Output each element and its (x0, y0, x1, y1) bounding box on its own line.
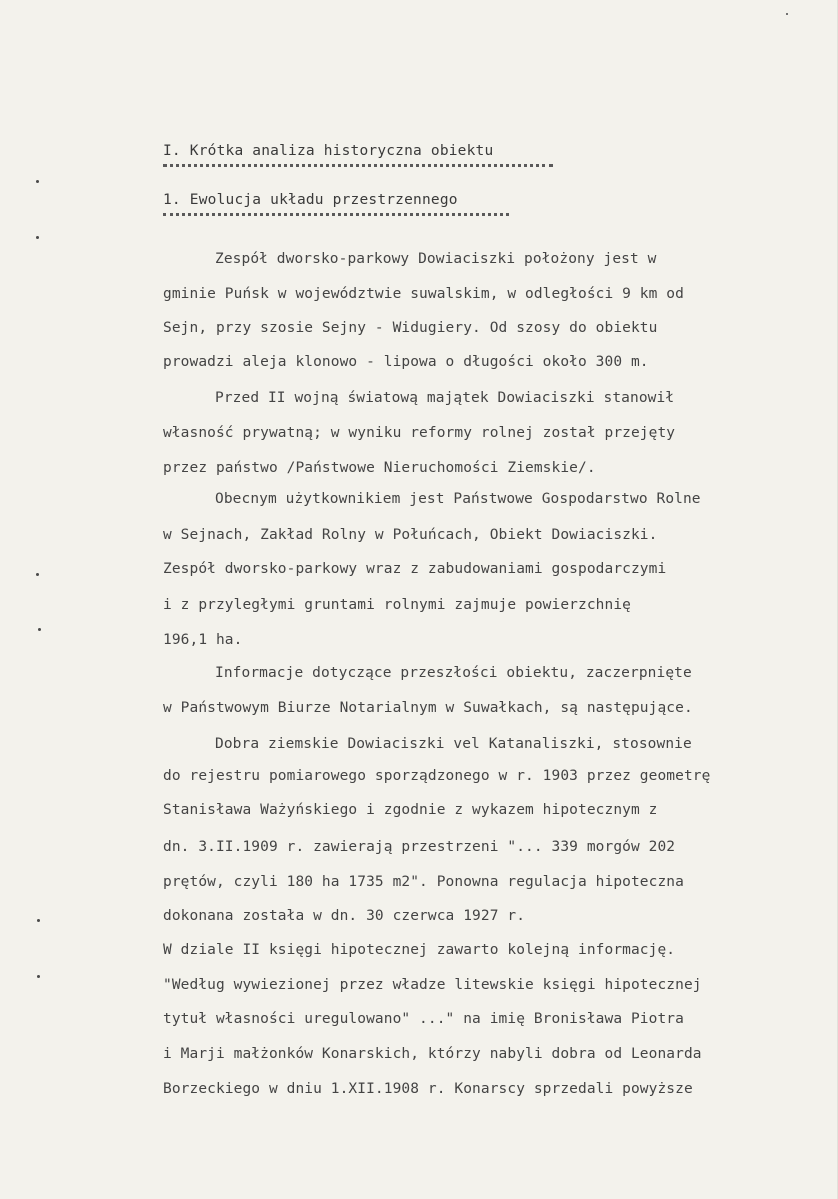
section-heading: I. Krótka analiza historyczna obiektu (163, 143, 494, 159)
text-line: dokonana została w dn. 30 czerwca 1927 r. (163, 908, 526, 924)
text-line: i Marji małżonków Konarskich, którzy nabyli dobra od Leonarda (163, 1046, 702, 1062)
subsection-heading: 1. Ewolucja układu przestrzennego (163, 192, 458, 208)
text-line: i z przyległymi gruntami rolnymi zajmuje powierzchnię (163, 597, 631, 613)
text-line: przez państwo /Państwowe Nieruchomości Ziemskie/. (163, 460, 596, 476)
scan-speck (37, 919, 40, 922)
scan-speck (36, 180, 39, 183)
text-line: Borzeckiego w dniu 1.XII.1908 r. Konarscy sprzedali powyższe (163, 1081, 693, 1097)
text-line: Przed II wojną światową majątek Dowiaciszki stanowił (215, 390, 675, 406)
section-heading-underline (163, 164, 553, 167)
text-line: do rejestru pomiarowego sporządzonego w r. 1903 przez geometrę (163, 768, 711, 784)
text-line: "Według wywiezionej przez władze litewskie księgi hipotecznej (163, 977, 702, 993)
scan-speck (786, 13, 788, 15)
text-line: dn. 3.II.1909 r. zawierają przestrzeni "... 339 morgów 202 (163, 839, 676, 855)
text-line: Obecnym użytkownikiem jest Państwowe Gospodarstwo Rolne (215, 491, 701, 507)
scan-speck (38, 628, 41, 631)
text-line: w Sejnach, Zakład Rolny w Połuńcach, Obiekt Dowiaciszki. (163, 527, 658, 543)
text-line: tytuł własności uregulowano" ..." na imię Bronisława Piotra (163, 1011, 684, 1027)
text-line: w Państwowym Biurze Notarialnym w Suwałkach, są następujące. (163, 700, 693, 716)
text-line: Informacje dotyczące przeszłości obiektu, zaczerpnięte (215, 665, 692, 681)
text-line: Zespół dworsko-parkowy Dowiaciszki położony jest w (215, 251, 657, 267)
scan-speck (36, 236, 39, 239)
subsection-heading-underline (163, 213, 509, 216)
text-line: Sejn, przy szosie Sejny - Widugiery. Od szosy do obiektu (163, 320, 658, 336)
scan-speck (36, 573, 39, 576)
text-line: gminie Puńsk w województwie suwalskim, w odległości 9 km od (163, 286, 684, 302)
text-line: własność prywatną; w wyniku reformy rolnej został przejęty (163, 425, 676, 441)
text-line: prętów, czyli 180 ha 1735 m2". Ponowna regulacja hipoteczna (163, 874, 684, 890)
text-line: Dobra ziemskie Dowiaciszki vel Katanaliszki, stosownie (215, 736, 692, 752)
text-line: Stanisława Ważyńskiego i zgodnie z wykazem hipotecznym z (163, 802, 658, 818)
scan-speck (37, 975, 40, 978)
text-line: W dziale II księgi hipotecznej zawarto kolejną informację. (163, 942, 676, 958)
text-line: 196,1 ha. (163, 632, 243, 648)
text-line: prowadzi aleja klonowo - lipowa o długości około 300 m. (163, 354, 649, 370)
text-line: Zespół dworsko-parkowy wraz z zabudowaniami gospodarczymi (163, 561, 667, 577)
